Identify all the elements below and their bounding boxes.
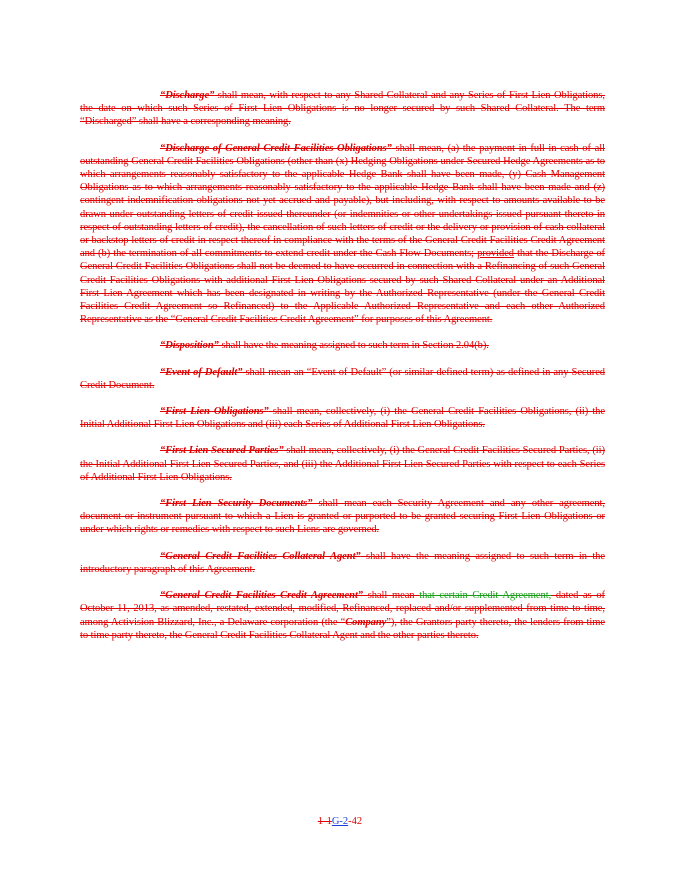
definition-text: shall mean, collectively, (i) the General Credit Facilities Obligations, (ii) the Initial Additional First Lien Obligations and (iii) each Series of Additional First Lien Obligations. bbox=[80, 406, 605, 431]
underlined-word: provided bbox=[477, 248, 515, 260]
definition-gcf-credit-agreement bbox=[80, 589, 605, 642]
definition-text: shall have the meaning assigned to such term in Section 2.04(b). bbox=[218, 340, 489, 352]
document-body bbox=[80, 89, 605, 655]
page-number-inserted: G-2 bbox=[331, 816, 349, 827]
defined-term: “General Credit Facilities Collateral Agent” bbox=[160, 550, 361, 562]
definition-text-continued: dated as of October 11, 2013, as amended, restated, extended, modified, Refinanced, replaced and/or supplemented from time to time, among Activision Blizzard, Inc., a Delaware corporation (the “ bbox=[80, 590, 605, 628]
definition-text: shall mean an “Event of Default” (or similar defined term) as defined in any Secured Credit Document. bbox=[80, 366, 606, 391]
defined-term: “First Lien Security Documents” bbox=[160, 498, 313, 510]
inserted-text: that certain Credit Agreement, bbox=[419, 590, 552, 602]
page-number-suffix: -42 bbox=[348, 816, 363, 827]
definition-event-of-default bbox=[80, 366, 605, 392]
definition-discharge bbox=[80, 89, 605, 129]
definition-text: shall mean, collectively, (i) the General Credit Facilities Secured Parties, (ii) the Initial Additional First Lien Secured Parties, and (iii) the Additional First Lien Secured Parties with respect to each Series of Additional First Lien Obligations. bbox=[80, 445, 605, 483]
definition-disposition bbox=[80, 339, 605, 352]
definition-discharge-gcf-obligations bbox=[80, 142, 605, 327]
definition-text: shall mean, with respect to any Shared Collateral and any Series of First Lien Obligations, the date on which such Series of First Lien Obligations is no longer secured by such Shared Collateral. The term “Discharged” shall have a corresponding meaning. bbox=[80, 90, 605, 128]
definition-first-lien-secured-parties bbox=[80, 444, 605, 484]
definition-first-lien-obligations bbox=[80, 405, 605, 431]
defined-term: “First Lien Obligations” bbox=[160, 406, 269, 418]
definition-text: shall mean bbox=[363, 590, 420, 602]
definition-text-end: ”), the Grantors party thereto, the lenders from time to time party thereto, the General Credit Facilities Collateral Agent and the other parties thereto. bbox=[80, 616, 605, 641]
defined-term: “Discharge” bbox=[160, 90, 215, 101]
page-number bbox=[0, 816, 680, 827]
definition-text: shall mean, (a) the payment in full in cash of all outstanding General Credit Facilities Obligations (other than (x) Hedging Obligations under Secured Hedge Agreements as to which arrangements reasonably satisfactory to the applicable Hedge Bank shall have been made, (y) Cash Management Obligations as to which arrangements reasonably satisfactory to the applicable Hedge Bank shall have been made and (z) contingent indemnification obligations not yet accrued and payable), but including, with respect to amounts available to be drawn under outstanding letters of credit issued thereunder (or indemnities or other undertakings issued pursuant thereto in respect of outstanding letters of credit), the cancellation of such letters of credit or the delivery or provision of cash collateral or backstop letters of credit in respect thereof in compliance with the terms of the General Credit Facilities Credit Agreement and (b) the termination of all commitments to extend credit under the Cash Flow Documents; bbox=[80, 142, 605, 260]
definition-text: shall have the meaning assigned to such term in the introductory paragraph of this Agreement. bbox=[80, 550, 605, 575]
defined-term: “Disposition” bbox=[160, 340, 219, 352]
defined-term: “General Credit Facilities Credit Agreement” bbox=[160, 590, 364, 602]
defined-term-company: Company bbox=[345, 616, 387, 628]
defined-term: “Discharge of General Credit Facilities Obligations” bbox=[160, 142, 392, 154]
definition-gcf-collateral-agent bbox=[80, 550, 605, 576]
definition-first-lien-security-documents bbox=[80, 497, 605, 537]
defined-term: “First Lien Secured Parties” bbox=[160, 445, 284, 457]
definition-text-continued: that the Discharge of General Credit Facilities Obligations shall not be deemed to have occurred in connection with a Refinancing of such General Credit Facilities Obligations with additional First Lien Obligations secured by such Shared Collateral under an Additional First Lien Agreement which has been designated in writing by the Authorized Representative (under the General Credit Facilities Credit Agreement so Refinanced) to the Applicable Authorized Representative and each other Authorized Representative as the “General Credit Facilities Credit Agreement” for purposes of this Agreement. bbox=[80, 248, 605, 326]
page-number-deleted: 1-1 bbox=[317, 816, 332, 827]
defined-term: “Event of Default” bbox=[160, 366, 243, 378]
definition-text: shall mean each Security Agreement and any other agreement, document or instrument pursuant to which a Lien is granted or purported to be granted securing First Lien Obligations or under which rights or remedies with respect to such Liens are governed. bbox=[80, 498, 605, 536]
